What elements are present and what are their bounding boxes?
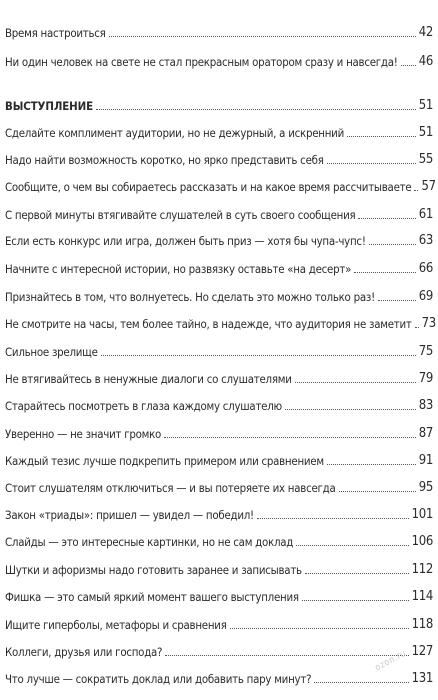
dot-leader (302, 600, 409, 601)
toc-entry (5, 389, 433, 413)
dot-leader (295, 382, 416, 383)
dot-leader (305, 573, 409, 574)
toc-entry (5, 553, 433, 577)
toc-entry (5, 525, 433, 549)
dot-leader (401, 65, 416, 66)
dot-leader (96, 109, 416, 110)
toc-entry-page: 106 (411, 534, 433, 549)
toc-entry-title: Что лучше — сократить доклад или добавить пару минут? (5, 672, 312, 686)
toc-entry-title: Каждый тезис лучше подкрепить примером или сравнением (5, 454, 324, 468)
dot-leader (347, 136, 416, 137)
toc-entry (5, 252, 433, 276)
toc-entry-page: 91 (418, 453, 433, 468)
toc-entry-page: 131 (411, 671, 433, 686)
toc-entry-page: 114 (411, 589, 433, 604)
toc-entry (5, 471, 433, 495)
toc-entry (5, 224, 433, 248)
toc-entry (5, 362, 433, 386)
toc-entry-title: Сильное зрелище (5, 345, 98, 359)
dot-leader (257, 518, 409, 519)
dot-leader (109, 36, 416, 37)
toc-entry-page: 42 (418, 25, 433, 40)
toc-entry-page: 63 (418, 233, 433, 248)
toc-entry-title: Слайды — это интересные картинки, но не сам доклад (5, 535, 294, 549)
dot-leader (378, 300, 416, 301)
dot-leader (327, 163, 416, 164)
toc-entry-title: Уверенно — не значит громко (5, 427, 162, 441)
dot-leader (414, 190, 418, 191)
toc-entry-page: 57 (421, 179, 436, 194)
toc-entry (5, 444, 433, 468)
toc-entry (5, 498, 433, 522)
toc-entry-page: 83 (418, 398, 433, 413)
dot-leader (327, 464, 416, 465)
toc-entry (5, 143, 433, 167)
toc-entry-title: Коллеги, друзья или господа? (5, 645, 163, 659)
toc-entry-page: 51 (418, 125, 433, 140)
toc-entry (5, 335, 433, 359)
dot-leader (165, 655, 408, 656)
toc-entry-page: 87 (418, 426, 433, 441)
toc-entry (5, 580, 433, 604)
toc-entry-page: 118 (411, 617, 433, 632)
dot-leader (354, 272, 416, 273)
toc-entry (5, 417, 433, 441)
dot-leader (358, 218, 415, 219)
toc-entry-page: 51 (418, 98, 433, 113)
toc-entry-title: Не смотрите на часы, тем более тайно, в надежде, что аудитория не заметит (5, 317, 412, 331)
dot-leader (415, 327, 419, 328)
toc-entry (5, 45, 433, 69)
toc-entry-title: Надо найти возможность коротко, но ярко представить себя (5, 153, 324, 167)
toc-section-heading (5, 89, 433, 113)
toc-entry-page: 46 (418, 54, 433, 69)
toc-entry-title: Закон «триады»: пришел — увидел — победил! (5, 508, 254, 522)
dot-leader (101, 355, 416, 356)
toc-entry-title: Время настроиться (5, 26, 106, 40)
toc-entry-page: 69 (418, 289, 433, 304)
toc-section-title: ВЫСТУПЛЕНИЕ (5, 99, 93, 113)
dot-leader (369, 244, 416, 245)
toc-entry-title: Сообщите, о чем вы собираетесь рассказать и на какое время рассчитываете (5, 180, 412, 194)
toc-entry-title: Сделайте комплимент аудитории, но не дежурный, а искренний (5, 126, 344, 140)
toc-entry-page: 61 (418, 207, 433, 222)
dot-leader (230, 628, 409, 629)
toc-entry-title: Фишка — это самый яркий момент вашего выступления (5, 590, 299, 604)
toc-entry-page: 112 (411, 562, 433, 577)
toc-entry-title: Старайтесь посмотреть в глаза каждому слушателю (5, 399, 282, 413)
toc-entry (5, 307, 436, 331)
toc-entry (5, 635, 433, 659)
watermark: ozon.ru (373, 648, 409, 674)
toc-entry-title: Ни один человек на свете не стал прекрасным оратором сразу и навсегда! (5, 55, 398, 69)
toc-entry-page: 75 (418, 344, 433, 359)
toc-entry-title: Стоит слушателям отключиться — и вы потеряете их навсегда (5, 481, 336, 495)
toc-entry-page: 95 (418, 480, 433, 495)
toc-entry-page: 66 (418, 261, 433, 276)
toc-entry-page: 73 (421, 316, 436, 331)
dot-leader (296, 545, 408, 546)
toc-entry (5, 198, 433, 222)
toc-entry (5, 608, 433, 632)
dot-leader (339, 491, 416, 492)
toc-entry-title: Если есть конкурс или игра, должен быть приз — хотя бы чупа-чупс! (5, 234, 366, 248)
toc-entry (5, 280, 433, 304)
toc-entry-page: 79 (418, 371, 433, 386)
toc-entry-title: Не втягивайтесь в ненужные диалоги со слушателями (5, 372, 292, 386)
toc-entry-title: Начните с интересной истории, но развязку оставьте «на десерт» (5, 262, 352, 276)
toc-entry-title: Признайтесь в том, что волнуетесь. Но сделать это можно только раз! (5, 290, 375, 304)
dot-leader (314, 682, 408, 683)
dot-leader (164, 437, 416, 438)
toc-entry-title: Ищите гиперболы, метафоры и сравнения (5, 618, 227, 632)
toc-entry (5, 116, 433, 140)
toc-entry (5, 170, 436, 194)
dot-leader (285, 409, 416, 410)
toc-entry-page: 101 (411, 507, 433, 522)
toc-entry-title: Шутки и афоризмы надо готовить заранее и записывать (5, 563, 302, 577)
table-of-contents (5, 0, 436, 700)
toc-entry-title: С первой минуты втягивайте слушателей в суть своего сообщения (5, 208, 356, 222)
toc-entry-page: 127 (411, 644, 433, 659)
toc-entry (5, 662, 433, 686)
toc-entry-page: 55 (418, 152, 433, 167)
toc-entry (5, 16, 433, 40)
